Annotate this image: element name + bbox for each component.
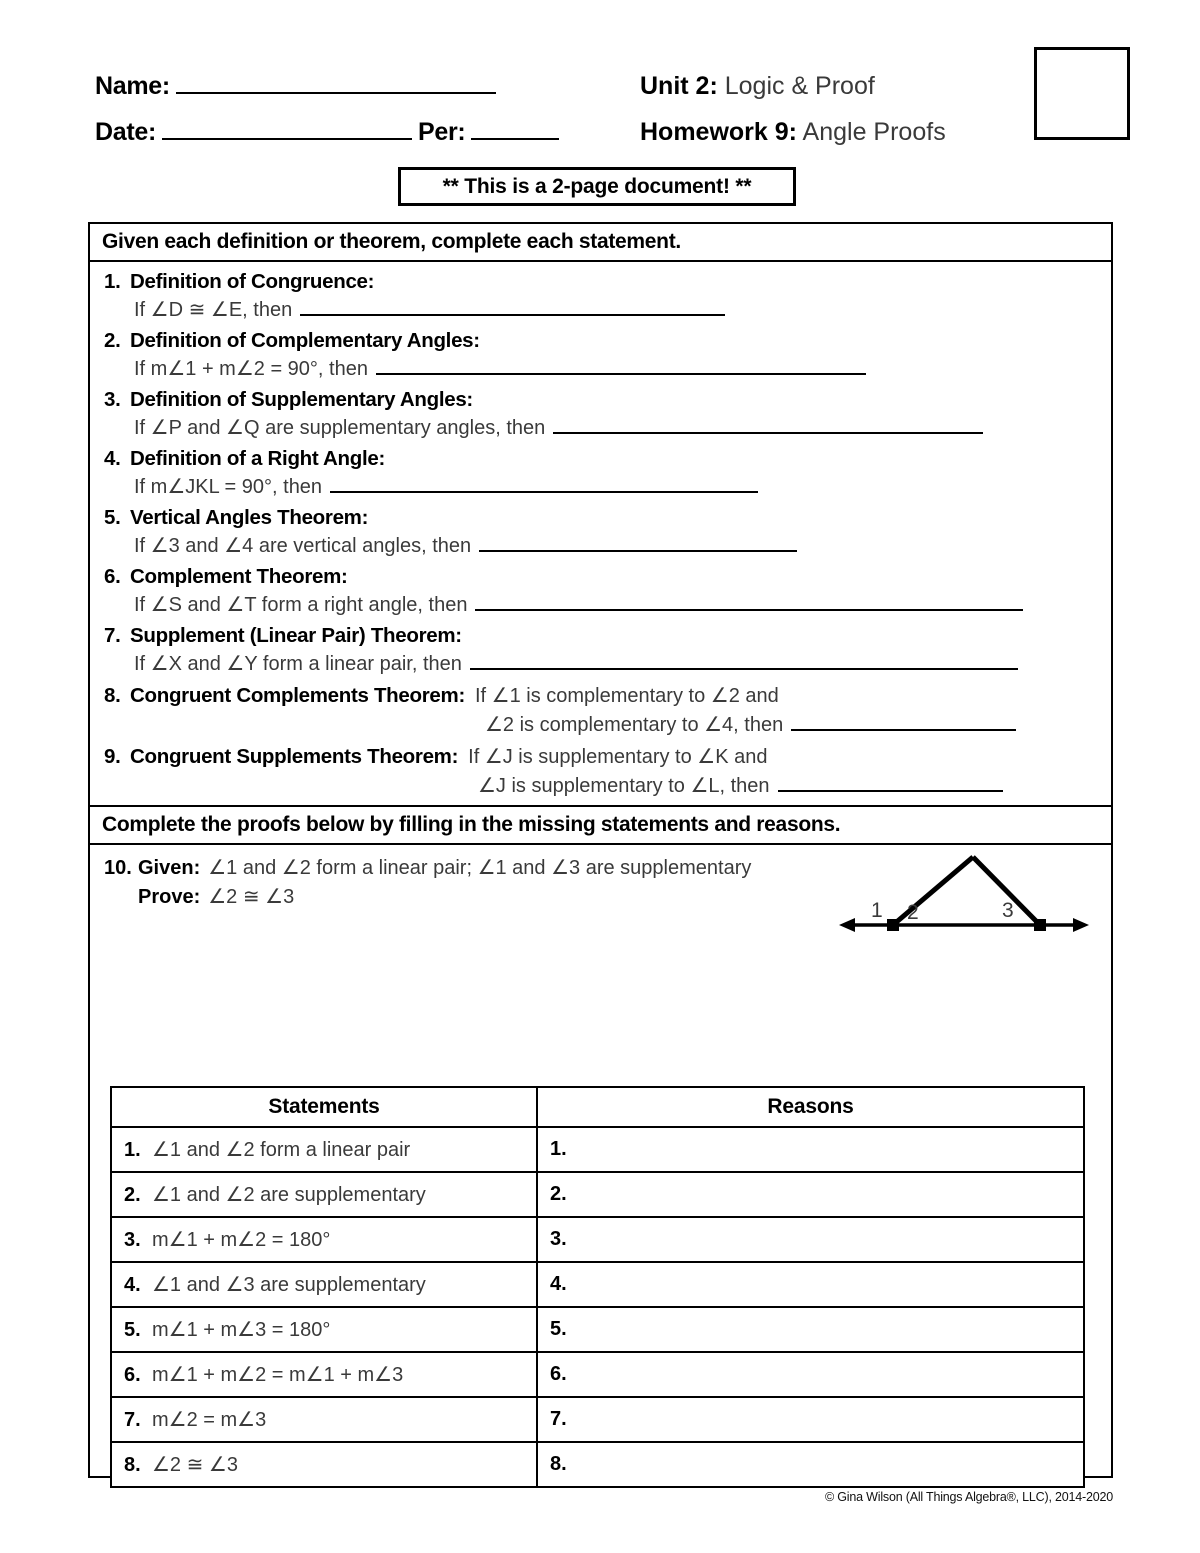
statement-cell [111,1442,537,1487]
reason-cell[interactable] [537,1397,1084,1442]
theorem-first-line-text: If ∠1 is complementary to ∠2 and [474,685,779,707]
problem-10 [90,845,1111,947]
reason-number: 4. [550,1273,567,1295]
definition-number: 6. [104,565,121,588]
definition-statement-text: If ∠P and ∠Q are supplementary angles, then [134,417,546,439]
theorem-title [104,745,458,769]
definition-number: 5. [104,506,121,529]
definition-statement [104,297,1111,322]
definition-statement [104,533,1111,558]
name-label: Name: [95,72,170,100]
angle-label-3: 3 [1002,899,1014,922]
definition-number: 4. [104,447,121,470]
homework-name: Angle Proofs [796,118,946,146]
reason-cell[interactable] [537,1442,1084,1487]
worksheet-header [95,72,1105,164]
table-row [111,1397,1084,1442]
definition-title-text: Definition of Congruence: [130,270,375,293]
definitions-section-heading: Given each definition or theorem, complete each statement. [90,224,1111,262]
definition-item [90,683,1111,737]
period-input-blank[interactable] [471,118,559,140]
unit-title [640,72,875,101]
column-header-reasons: Reasons [537,1087,1084,1127]
statement-text: ∠1 and ∠2 form a linear pair [152,1139,411,1161]
definition-title [104,270,1111,294]
table-row [111,1307,1084,1352]
table-row [111,1262,1084,1307]
copyright-footer: © Gina Wilson (All Things Algebra®, LLC), 2014-2020 [825,1490,1113,1504]
reason-cell[interactable] [537,1262,1084,1307]
definition-item [90,447,1111,499]
angle-label-1: 1 [871,899,883,922]
statement-text: ∠1 and ∠2 are supplementary [152,1184,426,1206]
definition-title-text: Definition of a Right Angle: [130,447,386,470]
reason-number: 8. [550,1453,567,1475]
homework-number: Homework 9: [640,118,797,146]
theorem-title-text: Congruent Complements Theorem: [130,684,465,707]
definition-statement-text: If ∠X and ∠Y form a linear pair, then [134,653,462,675]
name-row [95,72,1105,118]
definition-item [90,270,1111,322]
given-text: ∠1 and ∠2 form a linear pair; ∠1 and ∠3 are supplementary [208,857,752,879]
theorem-first-line [90,683,1111,708]
answer-blank[interactable] [475,593,1023,611]
reason-cell[interactable] [537,1127,1084,1172]
definition-title [104,624,1111,648]
theorem-number: 9. [104,745,121,768]
theorem-first-line-text: If ∠J is supplementary to ∠K and [468,746,768,768]
table-row [111,1172,1084,1217]
reason-number: 1. [550,1138,567,1160]
definition-title [104,506,1111,530]
table-row [111,1217,1084,1262]
theorem-second-line [90,773,1111,798]
statement-text: m∠1 + m∠2 = m∠1 + m∠3 [152,1364,404,1386]
proofs-section-heading: Complete the proofs below by filling in the missing statements and reasons. [90,805,1111,845]
reason-cell[interactable] [537,1352,1084,1397]
theorem-second-line-text: ∠2 is complementary to ∠4, then [485,714,784,736]
table-row [111,1442,1084,1487]
homework-title [640,118,946,147]
statement-number: 7. [124,1409,141,1431]
reason-cell[interactable] [537,1307,1084,1352]
name-input-blank[interactable] [176,72,496,94]
statement-cell [111,1262,537,1307]
column-header-statements: Statements [111,1087,537,1127]
statement-number: 5. [124,1319,141,1341]
definition-statement-text: If m∠1 + m∠2 = 90°, then [134,358,368,380]
score-box[interactable] [1034,47,1130,140]
definition-title-text: Complement Theorem: [130,565,348,588]
reason-cell[interactable] [537,1217,1084,1262]
theorem-first-line [90,744,1111,769]
definition-title-text: Definition of Complementary Angles: [130,329,480,352]
statement-cell [111,1127,537,1172]
definition-title-text: Definition of Supplementary Angles: [130,388,473,411]
statement-cell [111,1172,537,1217]
date-label: Date: [95,118,157,146]
definition-number: 7. [104,624,121,647]
definition-item [90,744,1111,798]
problem-10-number: 10. [104,857,132,879]
two-page-notice: ** This is a 2-page document! ** [398,167,796,206]
reason-number: 3. [550,1228,567,1250]
triangle-linear-pair-diagram [835,847,1093,939]
prove-text: ∠2 ≅ ∠3 [208,886,295,908]
statement-text: m∠2 = m∠3 [152,1409,267,1431]
definition-title [104,388,1111,412]
reason-number: 2. [550,1183,567,1205]
reason-number: 7. [550,1408,567,1430]
answer-blank[interactable] [376,357,866,375]
definition-statement [104,415,1111,440]
statement-cell [111,1307,537,1352]
date-input-blank[interactable] [162,118,412,140]
definition-item [90,329,1111,381]
definition-item [90,388,1111,440]
statement-cell [111,1352,537,1397]
answer-blank[interactable] [791,713,1016,731]
proof-table-body [111,1127,1084,1487]
statement-cell [111,1217,537,1262]
reason-number: 5. [550,1318,567,1340]
proof-table [110,1086,1085,1488]
table-row [111,1352,1084,1397]
unit-name: Logic & Proof [717,72,875,100]
answer-blank[interactable] [300,298,725,316]
period-label: Per: [418,118,466,146]
definition-statement-text: If ∠D ≅ ∠E, then [134,299,293,321]
definition-statement-text: If ∠3 and ∠4 are vertical angles, then [134,535,472,557]
theorem-title [104,684,465,708]
definition-title [104,565,1111,589]
answer-blank[interactable] [479,534,797,552]
definition-title-text: Supplement (Linear Pair) Theorem: [130,624,462,647]
answer-blank[interactable] [470,652,1018,670]
reason-number: 6. [550,1363,567,1385]
statement-text: ∠2 ≅ ∠3 [152,1454,238,1476]
definition-item [90,565,1111,617]
definition-statement-text: If m∠JKL = 90°, then [134,476,323,498]
definition-number: 3. [104,388,121,411]
prove-label: Prove: [138,886,201,908]
definition-statement [104,474,1111,499]
definition-number: 2. [104,329,121,352]
answer-blank[interactable] [330,475,758,493]
statement-text: m∠1 + m∠2 = 180° [152,1229,331,1251]
table-row [111,1127,1084,1172]
definition-statement [104,651,1111,676]
definition-statement [104,592,1111,617]
given-label: Given: [138,857,201,879]
definition-title [104,329,1111,353]
angle-label-2: 2 [907,901,919,924]
statement-text: ∠1 and ∠3 are supplementary [152,1274,426,1296]
theorem-second-line-text: ∠J is supplementary to ∠L, then [478,775,770,797]
answer-blank[interactable] [778,774,1003,792]
theorem-number: 8. [104,684,121,707]
statement-number: 3. [124,1229,141,1251]
reason-cell[interactable] [537,1172,1084,1217]
unit-number: Unit 2: [640,72,718,100]
statement-number: 4. [124,1274,141,1296]
statement-number: 8. [124,1454,141,1476]
definition-item [90,624,1111,676]
statement-number: 6. [124,1364,141,1386]
definitions-list [90,262,1111,798]
statement-number: 1. [124,1139,141,1161]
theorem-second-line [90,712,1111,737]
definition-item [90,506,1111,558]
definition-number: 1. [104,270,121,293]
theorem-title-text: Congruent Supplements Theorem: [130,745,459,768]
date-row [95,118,1105,164]
definition-title [104,447,1111,471]
table-header-row [111,1087,1084,1127]
definition-title-text: Vertical Angles Theorem: [130,506,369,529]
definition-statement-text: If ∠S and ∠T form a right angle, then [134,594,468,616]
statement-text: m∠1 + m∠3 = 180° [152,1319,331,1341]
statement-cell [111,1397,537,1442]
statement-number: 2. [124,1184,141,1206]
definition-statement [104,356,1111,381]
answer-blank[interactable] [553,416,983,434]
